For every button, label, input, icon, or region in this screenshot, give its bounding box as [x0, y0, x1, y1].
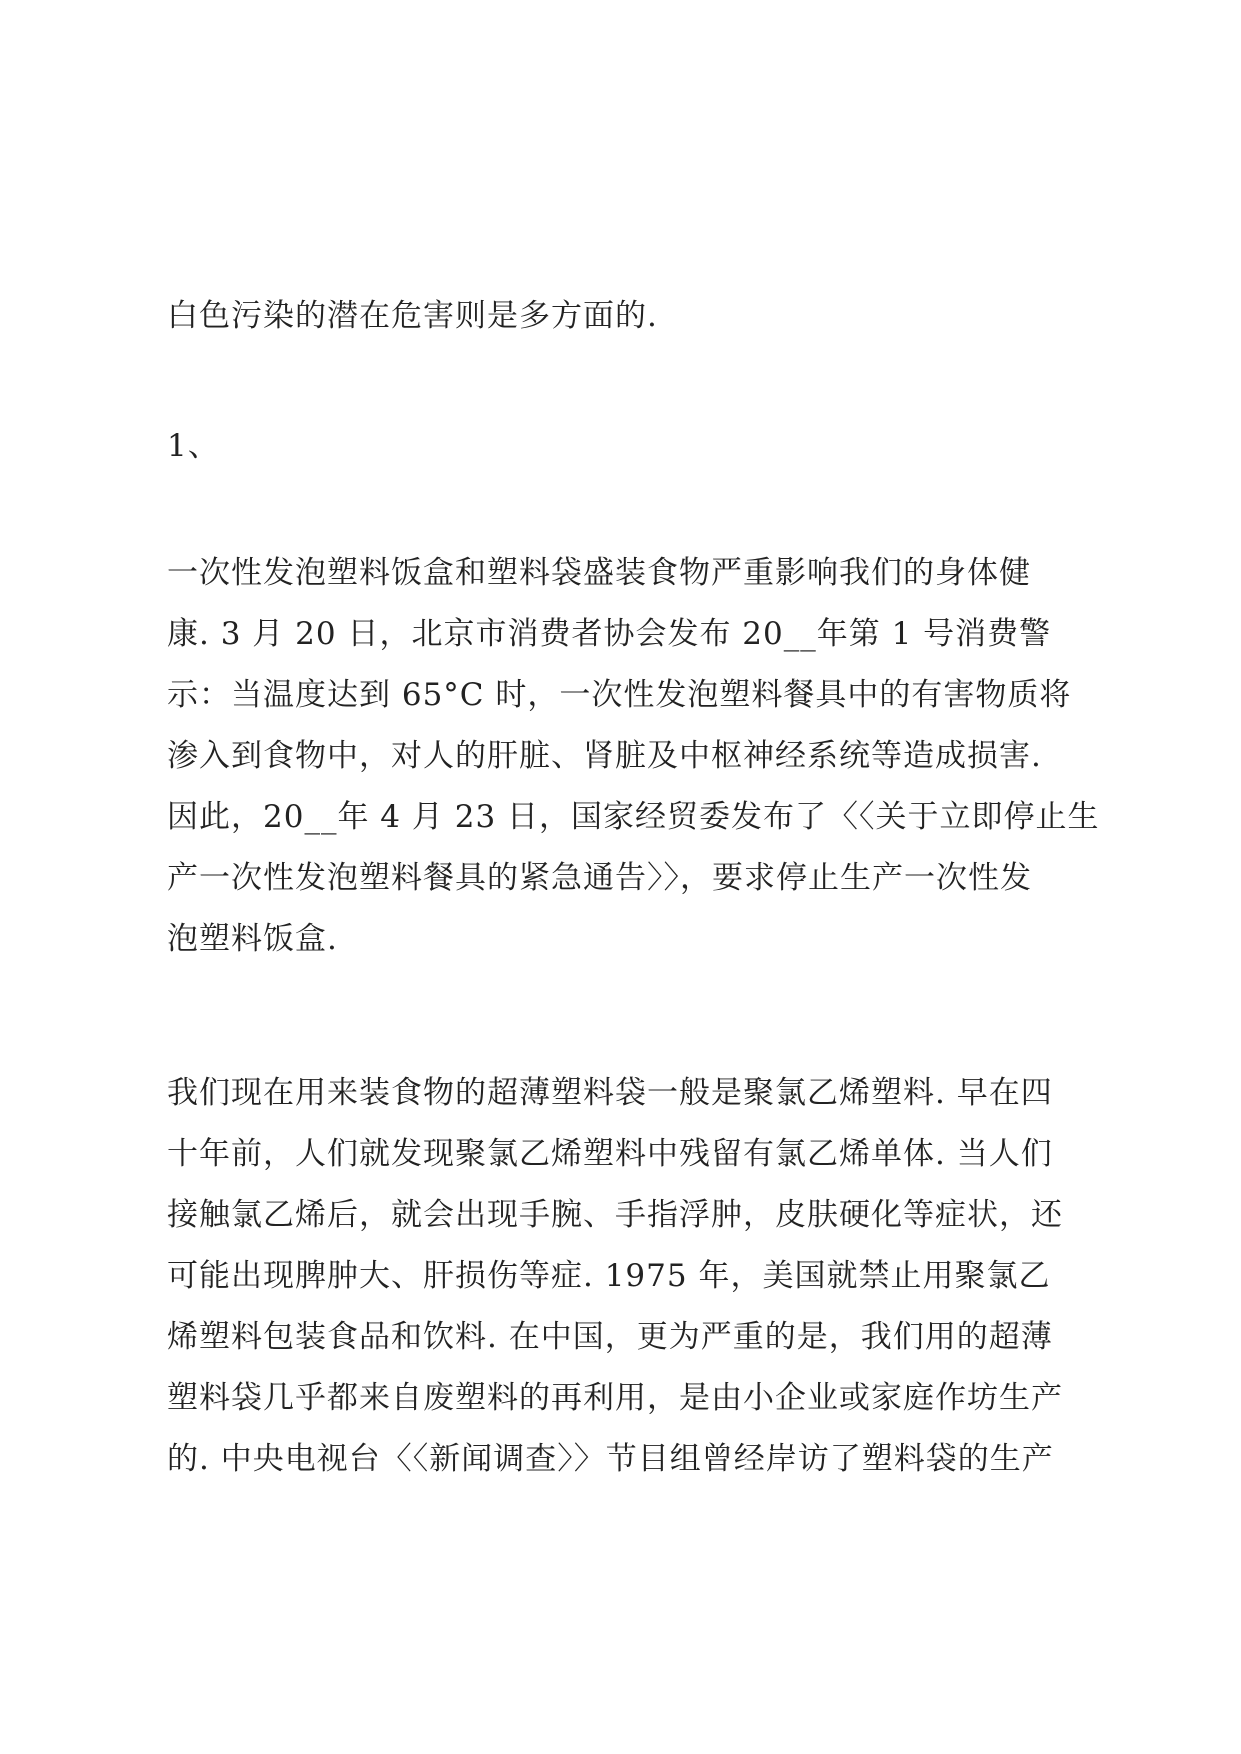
text-line: 烯塑料包装食品和饮料. 在中国，更为严重的是，我们用的超薄	[167, 1319, 1053, 1355]
text-line: 泡塑料饭盒.	[167, 921, 338, 957]
text-line: 的. 中央电视台〈〈新闻调查〉〉节目组曾经岸访了塑料袋的生产	[167, 1441, 1054, 1477]
paragraph-plastic-bags	[167, 1063, 1087, 1490]
paragraph-intro	[167, 286, 1087, 347]
text-line: 塑料袋几乎都来自废塑料的再利用，是由小企业或家庭作坊生产	[167, 1380, 1063, 1416]
text-line: 1、	[167, 428, 220, 464]
text-line: 可能出现脾肿大、肝损伤等症. 1975 年，美国就禁止用聚氯乙	[167, 1258, 1051, 1294]
text-line: 十年前，人们就发现聚氯乙烯塑料中残留有氯乙烯单体. 当人们	[167, 1136, 1053, 1172]
section-number	[167, 416, 1087, 477]
text-line: 我们现在用来装食物的超薄塑料袋一般是聚氯乙烯塑料. 早在四	[167, 1075, 1053, 1111]
text-line: 接触氯乙烯后，就会出现手腕、手指浮肿，皮肤硬化等症状，还	[167, 1197, 1063, 1233]
text-line: 一次性发泡塑料饭盒和塑料袋盛装食物严重影响我们的身体健	[167, 555, 1031, 591]
text-line: 渗入到食物中，对人的肝脏、肾脏及中枢神经系统等造成损害.	[167, 738, 1042, 774]
text-line: 康. 3 月 20 日，北京市消费者协会发布 20__年第 1 号消费警	[167, 616, 1052, 652]
text-line: 示：当温度达到 65°C 时，一次性发泡塑料餐具中的有害物质将	[167, 677, 1072, 713]
text-line: 因此，20__年 4 月 23 日，国家经贸委发布了〈〈关于立即停止生	[167, 799, 1100, 835]
text-line: 白色污染的潜在危害则是多方面的.	[167, 298, 658, 334]
paragraph-foam-boxes	[167, 543, 1100, 970]
text-line: 产一次性发泡塑料餐具的紧急通告〉〉，要求停止生产一次性发	[167, 860, 1032, 896]
